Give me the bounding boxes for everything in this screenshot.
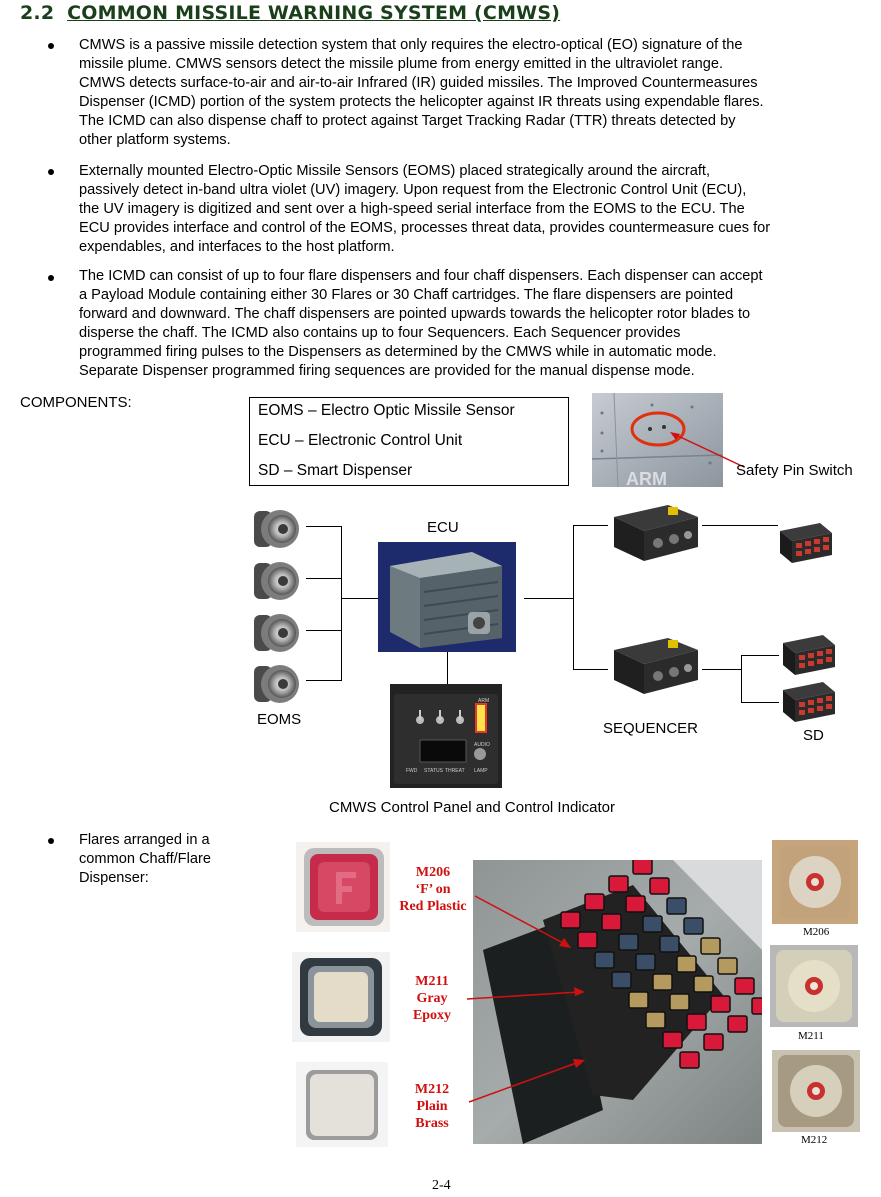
paragraph-flares xyxy=(79,831,279,888)
text-line: The ICMD can consist of up to four flare dispensers and four chaff dispensers. Each dispenser can accept xyxy=(79,268,763,284)
label-line: Red Plastic xyxy=(399,899,467,914)
label-line: M206 xyxy=(415,865,451,880)
label-line: Epoxy xyxy=(412,1008,452,1023)
cartridge-cell xyxy=(643,916,662,932)
cartridge-cell xyxy=(646,1012,665,1028)
connector-line xyxy=(702,525,778,526)
connector-line xyxy=(306,578,342,579)
ecu-label: ECU xyxy=(427,519,459,536)
cartridge-cell xyxy=(752,998,762,1014)
smart-dispenser-icon xyxy=(779,633,839,677)
label-arrows xyxy=(455,880,590,1130)
section-heading xyxy=(20,2,560,24)
smart-dispenser-icon xyxy=(776,521,836,565)
cartridge-cell xyxy=(609,876,628,892)
label-line: M211 xyxy=(415,974,449,989)
cartridge-cell xyxy=(653,974,672,990)
paragraph-cmws-overview xyxy=(79,36,869,150)
m212-flare-photo xyxy=(296,1062,388,1147)
paragraph-icmd xyxy=(79,267,869,381)
text-line: forward and downward. The chaff dispensers are pointed upwards towards the helicopter rotor blades to xyxy=(79,306,751,322)
cartridge-cell xyxy=(687,1014,706,1030)
cartridge-cell xyxy=(650,878,669,894)
svg-text:ARM: ARM xyxy=(626,469,667,487)
label-line: Gray xyxy=(416,991,448,1006)
text-line: The ICMD can also dispense chaff to protect against Target Tracking Radar (TTR) threats detected by xyxy=(79,113,736,129)
m211-end-photo xyxy=(770,945,858,1027)
cartridge-cell xyxy=(612,972,631,988)
label-line: M212 xyxy=(414,1082,450,1097)
cartridge-cell xyxy=(701,938,720,954)
cartridge-cell xyxy=(633,860,652,874)
connector-line xyxy=(341,598,378,599)
panel-marking-threat: THREAT xyxy=(445,768,465,774)
cartridge-cell xyxy=(629,992,648,1008)
connector-line xyxy=(306,630,342,631)
panel-marking-status: STATUS xyxy=(424,768,443,774)
components-legend xyxy=(249,397,569,486)
bullet-marker xyxy=(48,275,54,281)
m212-caption: M212 xyxy=(801,1134,828,1146)
bullet-marker xyxy=(48,169,54,175)
text-line: disperse the chaff. The ICMD also contains up to four Sequencers. Each Sequencer provides xyxy=(79,325,681,341)
connector-line xyxy=(341,526,342,681)
smart-dispenser-icon xyxy=(779,680,839,724)
cartridge-cell xyxy=(667,898,686,914)
legend-item-ecu: ECU – Electronic Control Unit xyxy=(258,432,463,449)
sequencer-photo xyxy=(608,499,702,565)
cartridge-cell xyxy=(735,978,754,994)
connector-line xyxy=(741,702,779,703)
cartridge-cell xyxy=(694,976,713,992)
connector-line xyxy=(573,669,608,670)
panel-marking-arm: ARM xyxy=(478,698,490,704)
sequencer-label: SEQUENCER xyxy=(603,720,699,737)
cartridge-cell xyxy=(663,1032,682,1048)
connector-line xyxy=(447,652,448,684)
label-line: Plain xyxy=(416,1099,448,1114)
bullet-marker xyxy=(48,838,54,844)
text-line: the UV imagery is digitized and sent over a high-speed serial interface from the EOMS to the ECU. The xyxy=(79,201,745,217)
safety-pin-label: Safety Pin Switch xyxy=(736,462,853,479)
connector-line xyxy=(306,680,342,681)
eoms-sensor xyxy=(254,665,299,703)
cartridge-cell xyxy=(684,918,703,934)
cartridge-cell xyxy=(718,958,737,974)
text-line: Flares arranged in a xyxy=(79,832,210,848)
legend-item-sd: SD – Smart Dispenser xyxy=(258,462,413,479)
bullet-marker xyxy=(48,43,54,49)
eoms-sensor xyxy=(254,614,299,652)
legend-item-eoms: EOMS – Electro Optic Missile Sensor xyxy=(258,402,515,419)
m212-end-photo xyxy=(772,1050,860,1132)
text-line: expendables, and interfaces to the host platform. xyxy=(79,239,395,255)
connector-line xyxy=(741,655,779,656)
cartridge-cell xyxy=(670,994,689,1010)
text-line: a Payload Module containing either 30 Flares or 30 Chaff cartridges. The flare dispensers are pointed xyxy=(79,287,734,303)
text-line: CMWS is a passive missile detection system that only requires the electro-optical (EO) signature of the xyxy=(79,37,743,53)
text-line: common Chaff/Flare xyxy=(79,851,211,867)
panel-marking-fwd: FWD xyxy=(406,768,418,774)
components-label: COMPONENTS: xyxy=(20,394,132,411)
cartridge-cell xyxy=(680,1052,699,1068)
text-line: Dispenser (ICMD) portion of the system protects the helicopter against IR threats using expendable flares. xyxy=(79,94,764,110)
section-title: COMMON MISSILE WARNING SYSTEM (CMWS) xyxy=(67,2,561,24)
cartridge-cell xyxy=(711,996,730,1012)
eoms-sensor xyxy=(254,510,299,548)
text-line: programmed firing pulses to the Dispensers as determined by the CMWS while in automatic mode. xyxy=(79,344,717,360)
m206-caption: M206 xyxy=(803,926,830,938)
text-line: CMWS detects surface-to-air and air-to-air Infrared (IR) guided missiles. The Improved Countermeasures xyxy=(79,75,758,91)
control-panel-caption: CMWS Control Panel and Control Indicator xyxy=(329,799,615,816)
control-panel-photo xyxy=(390,684,502,788)
cartridge-cell xyxy=(602,914,621,930)
eoms-sensors xyxy=(252,505,302,715)
sequencer-photo xyxy=(608,632,702,698)
paragraph-eoms xyxy=(79,162,869,257)
cartridge-cell xyxy=(626,896,645,912)
m211-flare-photo xyxy=(292,952,390,1042)
text-line: missile plume. CMWS sensors detect the missile plume from energy emitted in the ultraviolet range. xyxy=(79,56,723,72)
ecu-photo xyxy=(378,542,516,652)
connector-line xyxy=(524,598,573,599)
text-line: other platform systems. xyxy=(79,132,231,148)
cartridge-cell xyxy=(728,1016,747,1032)
sd-label: SD xyxy=(803,727,824,744)
m211-caption: M211 xyxy=(798,1030,824,1042)
m206-flare-photo xyxy=(296,842,390,932)
text-line: ECU provides interface and control of the EOMS, processes threat data, provides countermeasure cues for xyxy=(79,220,771,236)
m206-end-photo xyxy=(772,840,858,924)
cartridge-cell xyxy=(704,1034,723,1050)
eoms-label: EOMS xyxy=(257,711,302,728)
label-line: Brass xyxy=(415,1116,449,1131)
connector-line xyxy=(306,526,342,527)
connector-line xyxy=(702,669,742,670)
panel-marking-lamp: LAMP xyxy=(474,768,488,774)
text-line: passively detect in-band ultra violet (UV) imagery. Upon request from the Electronic Control Unit (ECU), xyxy=(79,182,747,198)
connector-line xyxy=(573,525,574,670)
eoms-sensor xyxy=(254,562,299,600)
connector-line xyxy=(741,655,742,703)
label-line: ‘F’ on xyxy=(415,882,451,897)
cartridge-cell xyxy=(660,936,679,952)
cartridge-cell xyxy=(636,954,655,970)
text-line: Externally mounted Electro-Optic Missile Sensors (EOMS) placed strategically around the aircraft, xyxy=(79,163,711,179)
cartridge-cell xyxy=(619,934,638,950)
text-line: Dispenser: xyxy=(79,870,149,886)
panel-marking-audio: AUDIO xyxy=(474,742,490,748)
text-line: Separate Dispenser programmed firing sequences are provided for the manual dispense mode. xyxy=(79,363,695,379)
section-number: 2.2 xyxy=(20,2,55,24)
connector-line xyxy=(573,525,608,526)
page-number: 2-4 xyxy=(432,1178,451,1193)
cartridge-cell xyxy=(595,952,614,968)
cartridge-cell xyxy=(677,956,696,972)
